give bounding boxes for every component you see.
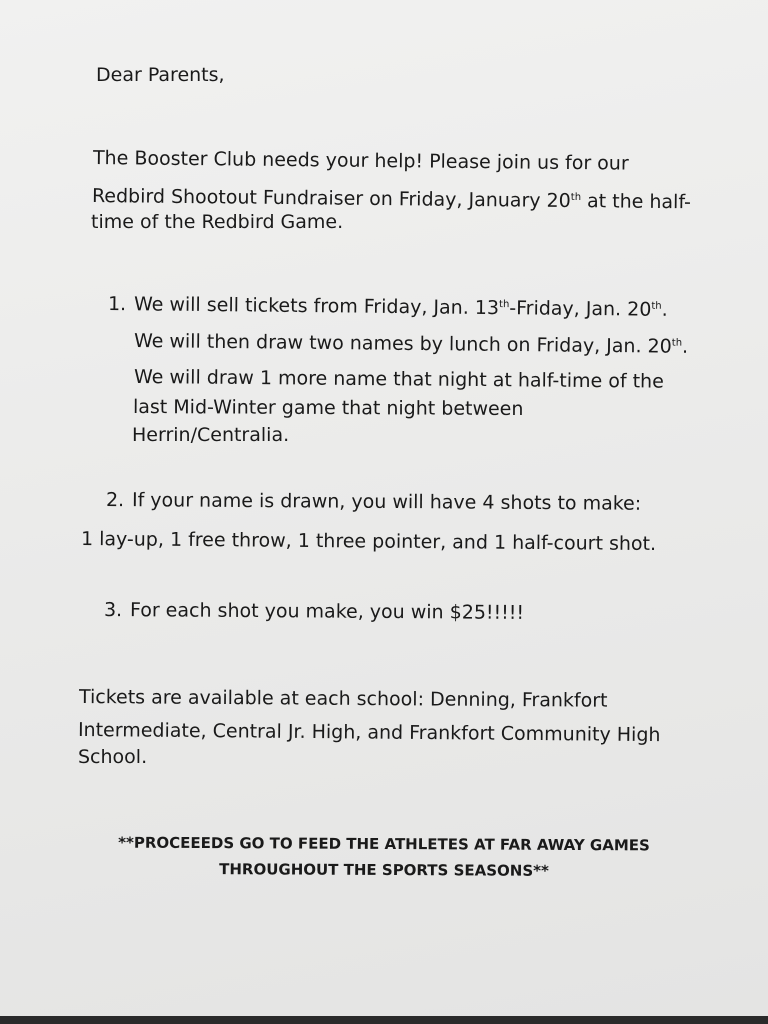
item-1-line-1 — [108, 291, 668, 324]
item-1-line-2-text: We will then draw two names by lunch on Friday, Jan. 20 — [133, 330, 672, 358]
tickets-line-3: School. — [78, 746, 148, 768]
item-2-text: If your name is drawn, you will have 4 shots to make: — [131, 489, 642, 515]
item-1-number: 1. — [107, 293, 127, 316]
item-3-text: For each shot you make, you win $25!!!!! — [129, 599, 525, 624]
intro-line-2-text: Redbird Shootout Fundraiser on Friday, January 20 — [91, 185, 571, 213]
item-1-text-c: . — [661, 298, 668, 321]
item-1-sup-2: th — [651, 300, 662, 312]
item-1-line-3: We will draw 1 more name that night at half-time of the — [133, 366, 664, 393]
tickets-line-1: Tickets are available at each school: Denning, Frankfort — [78, 686, 608, 712]
footer-line-1: **PROCEEEDS GO TO FEED THE ATHLETES AT FAR AWAY GAMES — [118, 833, 650, 855]
item-1-line-2-tail: . — [681, 335, 689, 358]
item-3-line-1 — [104, 597, 524, 627]
item-1-line-5: Herrin/Centralia. — [132, 424, 290, 446]
item-1-text-a: We will sell tickets from Friday, Jan. 13 — [133, 293, 500, 320]
greeting: Dear Parents, — [96, 64, 225, 86]
item-3-number: 3. — [103, 599, 123, 622]
item-2-line-1 — [106, 487, 641, 518]
item-1-text-b: -Friday, Jan. 20 — [509, 297, 652, 321]
item-1-line-2 — [134, 328, 688, 361]
tickets-line-2: Intermediate, Central Jr. High, and Frankfort Community High — [77, 719, 661, 747]
item-2-line-2: 1 lay-up, 1 free throw, 1 three pointer, and 1 half-court shot. — [80, 528, 657, 556]
intro-line-2-tail: at the half- — [580, 190, 692, 214]
intro-line-2-sup: th — [570, 192, 582, 204]
intro-line-3: time of the Redbird Game. — [91, 211, 344, 233]
item-1-line-4: last Mid-Winter game that night between — [132, 396, 524, 421]
item-2-number: 2. — [105, 489, 125, 512]
item-1-line-2-sup: th — [671, 337, 683, 349]
item-1-sup-1: th — [499, 299, 510, 311]
footer-line-2: THROUGHOUT THE SPORTS SEASONS** — [219, 860, 549, 880]
intro-line-1: The Booster Club needs your help! Please join us for our — [92, 147, 629, 175]
